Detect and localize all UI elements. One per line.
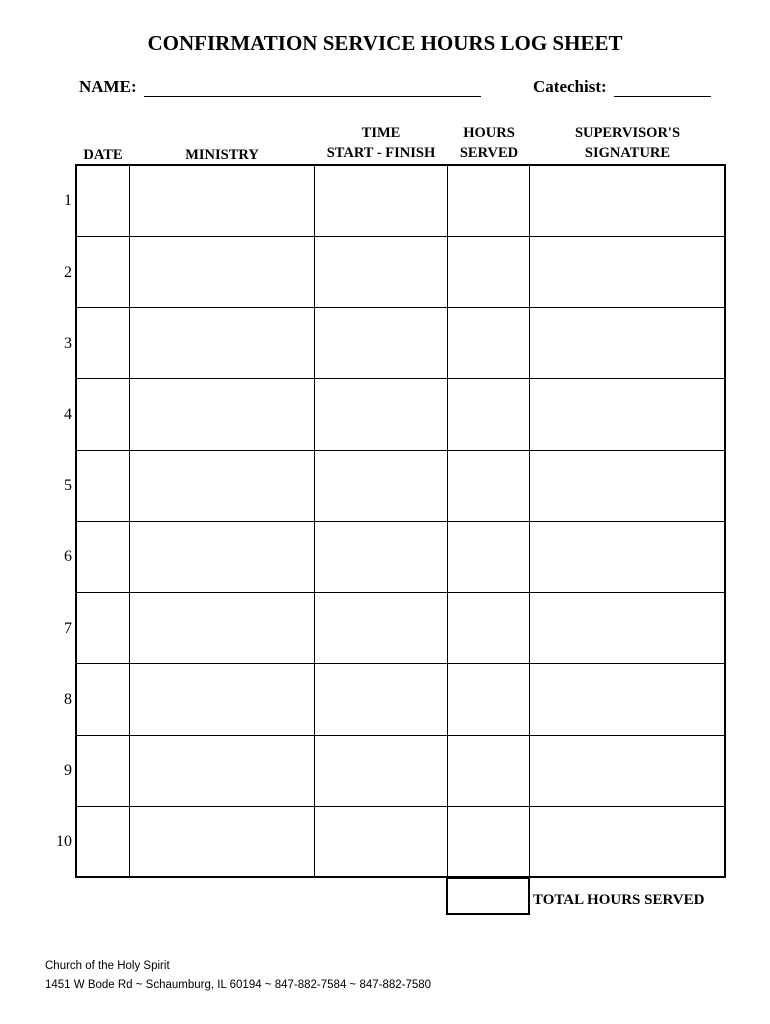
row-number: 4 [64, 406, 72, 423]
row-number: 2 [64, 264, 72, 281]
column-header-signature-line1: SUPERVISOR'S [574, 125, 681, 141]
column-header-date: DATE [83, 147, 123, 163]
column-header-time [314, 123, 448, 163]
total-hours-box[interactable] [446, 877, 530, 915]
row-divider [77, 663, 724, 664]
row-divider [77, 378, 724, 379]
row-divider [77, 450, 724, 451]
column-header-signature-line2: SIGNATURE [584, 145, 671, 161]
column-header-hours-line2: SERVED [459, 145, 519, 161]
footer-organization: Church of the Holy Spirit [45, 960, 170, 972]
row-number: 8 [64, 691, 72, 708]
row-divider [77, 307, 724, 308]
catechist-field-line[interactable] [614, 96, 711, 97]
row-divider [77, 592, 724, 593]
column-header-time-line1: TIME [361, 125, 401, 141]
row-divider [77, 521, 724, 522]
row-number: 7 [64, 620, 72, 637]
column-header-hours [448, 123, 530, 163]
row-divider [77, 806, 724, 807]
total-hours-label: TOTAL HOURS SERVED [533, 892, 705, 908]
row-divider [77, 735, 724, 736]
column-header-hours-line1: HOURS [463, 125, 515, 141]
log-table [75, 164, 726, 878]
row-divider [77, 236, 724, 237]
row-number: 1 [64, 192, 72, 209]
column-header-ministry: MINISTRY [185, 147, 259, 163]
row-number: 3 [64, 335, 72, 352]
column-header-time-line2: START - FINISH [326, 145, 436, 161]
row-number: 5 [64, 477, 72, 494]
row-number: 10 [56, 833, 72, 850]
column-header-signature [530, 123, 725, 163]
catechist-label: Catechist: [533, 77, 607, 96]
name-field-line[interactable] [144, 96, 481, 97]
footer-address: 1451 W Bode Rd ~ Schaumburg, IL 60194 ~ 847-882-7584 ~ 847-882-7580 [45, 979, 432, 991]
name-label: NAME: [79, 77, 137, 96]
page-title: CONFIRMATION SERVICE HOURS LOG SHEET [147, 31, 623, 55]
row-number: 9 [64, 762, 72, 779]
row-number: 6 [64, 548, 72, 565]
